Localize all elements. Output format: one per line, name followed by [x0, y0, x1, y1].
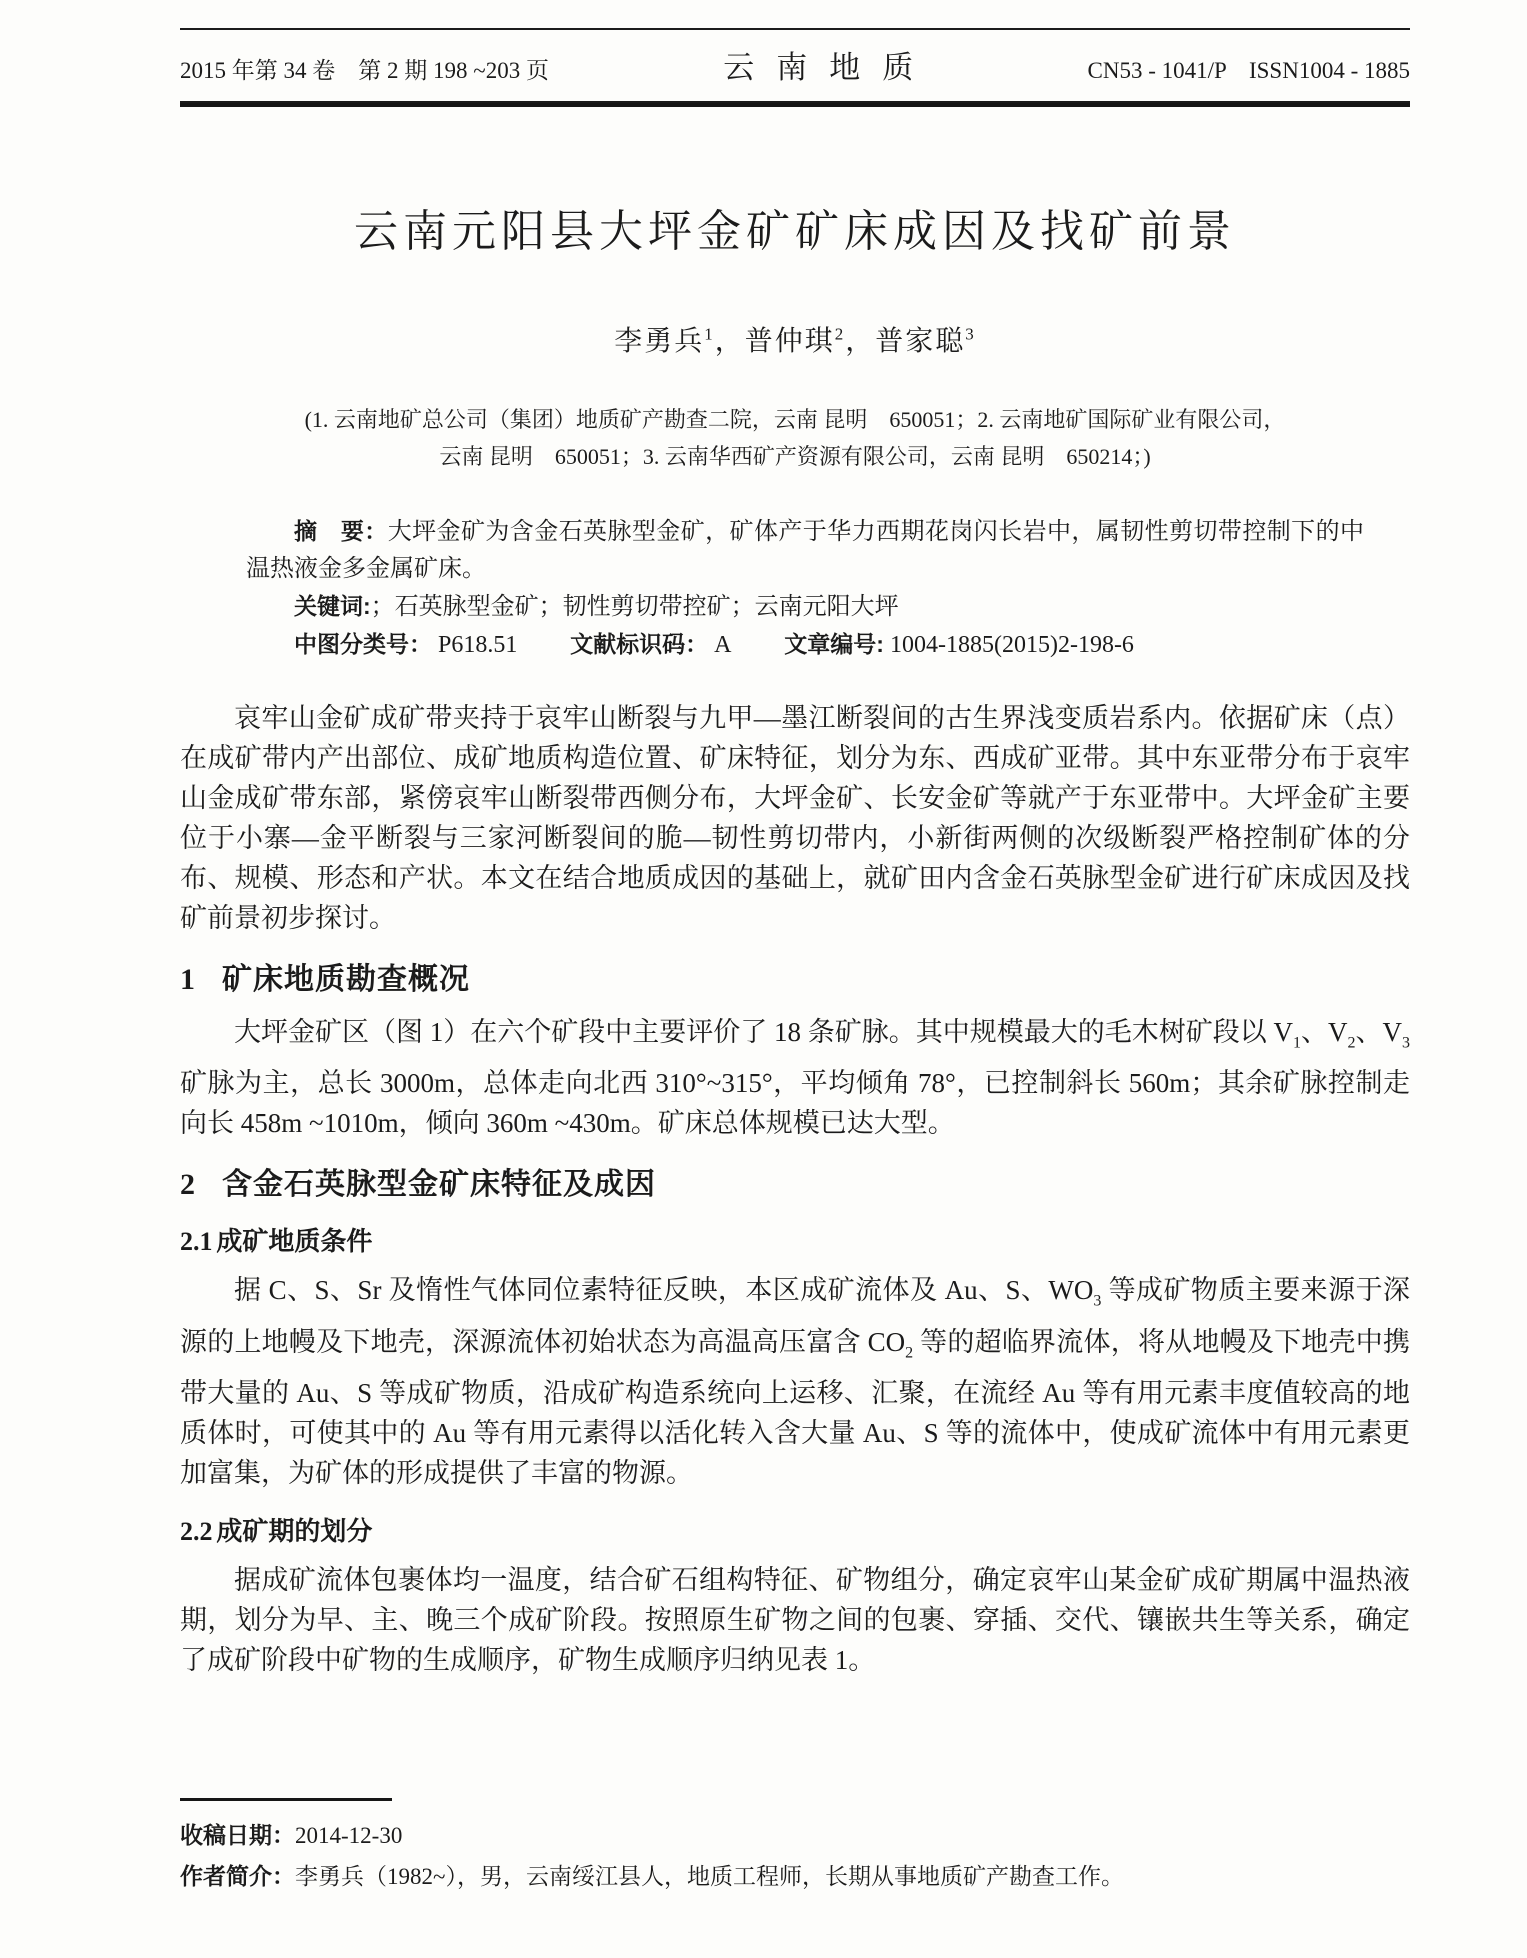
author-bio-label: 作者简介： [180, 1863, 295, 1889]
author-sup-1: 1 [704, 324, 715, 344]
wo3-subscript: 3 [1093, 1292, 1102, 1310]
section-2-1-paragraph [180, 1270, 1410, 1493]
vein-subscript-2: 2 [1347, 1034, 1356, 1052]
article-body [180, 698, 1410, 1680]
journal-name: 云南地质 [723, 50, 936, 85]
affiliation-line-2: 云南 昆明 650051；3. 云南华西矿产资源有限公司，云南 昆明 650214；) [439, 444, 1151, 469]
affiliations-block [180, 401, 1410, 475]
section-2-2-heading-text: 成矿期的划分 [216, 1516, 373, 1547]
section-2-1-text: 等的超临界流体，将从地幔及下地壳中携带大量的 Au、S 等成矿物质，沿成矿构造系统向上运移、汇聚，在流经 Au 等有用元素丰度值较高的地质体时，可使其中的 Au 等有用元素得以活化转入含大量 Au、S 等的流体中，使成矿流体中有用元素更加富集，为矿体的形成提供了丰富的物源。 [180, 1326, 1410, 1489]
author-name-2: 普仲琪 [744, 326, 835, 357]
abstract-text: 大坪金矿为含金石英脉型金矿，矿体产于华力西期花岗闪长岩中，属韧性剪切带控制下的中温热液金多金属矿床。 [246, 519, 1365, 582]
article-id-value: 1004-1885(2015)2-198-6 [889, 632, 1134, 658]
top-rule [180, 28, 1410, 30]
section-1-paragraph [180, 1012, 1410, 1143]
section-1-heading [180, 954, 1410, 998]
author-name-1: 李勇兵 [614, 326, 705, 357]
author-separator: ， [845, 326, 876, 357]
authors-line [180, 319, 1410, 359]
keywords-text: ；石英脉型金矿；韧性剪切带控矿；云南元阳大坪 [370, 594, 899, 620]
section-2-number: 2 [180, 1168, 196, 1202]
section-2-1-number: 2.1 [180, 1227, 213, 1257]
abstract-paragraph [246, 513, 1364, 588]
section-2-2-paragraph: 据成矿流体包裹体均一温度，结合矿石组构特征、矿物组分，确定哀牢山某金矿成矿期属中温热液期，划分为早、主、晚三个成矿阶段。按照原生矿物之间的包裹、穿插、交代、镶嵌共生等关系，确定了成矿阶段中矿物的生成顺序，矿物生成顺序归纳见表 1。 [180, 1565, 1410, 1676]
author-bio-value: 李勇兵（1982~），男，云南绥江县人，地质工程师，长期从事地质矿产勘查工作。 [295, 1864, 1124, 1889]
section-1-text: 大坪金矿区（图 1）在六个矿段中主要评价了 18 条矿脉。其中规模最大的毛木树矿段以 V [234, 1017, 1293, 1047]
footnote-rule [180, 1798, 392, 1801]
section-2-1-heading-text: 成矿地质条件 [216, 1226, 373, 1257]
footnote-block [180, 1798, 1410, 1897]
keywords-line [246, 588, 1364, 626]
author-sup-3: 3 [965, 324, 976, 344]
affiliation-line-1: (1. 云南地矿总公司（集团）地质矿产勘查二院，云南 昆明 650051；2. 云南地矿国际矿业有限公司， [304, 407, 1286, 432]
journal-header [180, 42, 1410, 87]
doc-code-value: A [714, 632, 732, 658]
keywords-label: 关键词: [294, 593, 371, 619]
section-1-text: 、V [1301, 1017, 1348, 1047]
section-1-text: 、V [1355, 1017, 1402, 1047]
section-2-heading-text: 含金石英脉型金矿床特征及成因 [222, 1168, 656, 1202]
abstract-block [180, 513, 1410, 664]
section-2-2-number: 2.2 [180, 1517, 213, 1547]
author-separator: ， [714, 326, 745, 357]
section-2-2-heading [180, 1511, 1410, 1548]
received-date-label: 收稿日期： [180, 1822, 295, 1848]
doc-code-label: 文献标识码： [570, 631, 709, 657]
section-2-1-text: 等成矿物质主要来源于深源的上地幔及下地壳，深源流体初始状态为高温高压富含 CO [180, 1275, 1411, 1357]
section-1-number: 1 [180, 963, 196, 996]
received-date-value: 2014-12-30 [295, 1823, 403, 1848]
article-id-label: 文章编号: [784, 631, 884, 657]
section-1-heading-text: 矿床地质勘查概况 [222, 963, 470, 996]
section-2-1-heading [180, 1221, 1410, 1258]
header-double-rule [180, 101, 1410, 107]
article-title: 云南元阳县大坪金矿矿床成因及找矿前景 [354, 207, 1236, 256]
vein-subscript-1: 1 [1293, 1034, 1301, 1052]
classification-line [246, 626, 1364, 664]
vein-subscript-3: 3 [1402, 1034, 1410, 1052]
author-sup-2: 2 [834, 324, 846, 344]
header-issue-info: 2015 年第 34 卷 第 2 期 198 ~203 页 [180, 58, 549, 83]
received-date-line [180, 1815, 1410, 1856]
author-name-3: 普家聪 [875, 326, 966, 357]
abstract-label: 摘 要： [294, 518, 388, 544]
section-2-1-text: 据 C、S、Sr 及惰性气体同位素特征反映，本区成矿流体及 Au、S、WO [234, 1275, 1094, 1306]
header-issn-info: CN53 - 1041/P ISSN1004 - 1885 [1087, 58, 1410, 83]
clc-value: P618.51 [438, 632, 518, 658]
section-1-text: 矿脉为主，总长 3000m，总体走向北西 310°~315°，平均倾角 78°，已控制斜长 560m；其余矿脉控制走向长 458m ~1010m，倾向 360m ~430m。矿床总体规模已达大型。 [180, 1068, 1410, 1139]
clc-label: 中图分类号： [294, 631, 432, 657]
section-2-heading [180, 1159, 1410, 1203]
co2-subscript: 2 [905, 1344, 914, 1362]
author-bio-line [180, 1856, 1410, 1897]
intro-paragraph: 哀牢山金矿成矿带夹持于哀牢山断裂与九甲—墨江断裂间的古生界浅变质岩系内。依据矿床（点）在成矿带内产出部位、成矿地质构造位置、矿床特征，划分为东、西成矿亚带。其中东亚带分布于哀牢山金成矿带东部，紧傍哀牢山断裂带西侧分布，大坪金矿、长安金矿等就产于东亚带中。大坪金矿主要位于小寨—金平断裂与三家河断裂间的脆—韧性剪切带内，小新街两侧的次级断裂严格控制矿体的分布、规模、形态和产状。本文在结合地质成因的基础上，就矿田内含金石英脉型金矿进行矿床成因及找矿前景初步探讨。 [180, 703, 1410, 933]
